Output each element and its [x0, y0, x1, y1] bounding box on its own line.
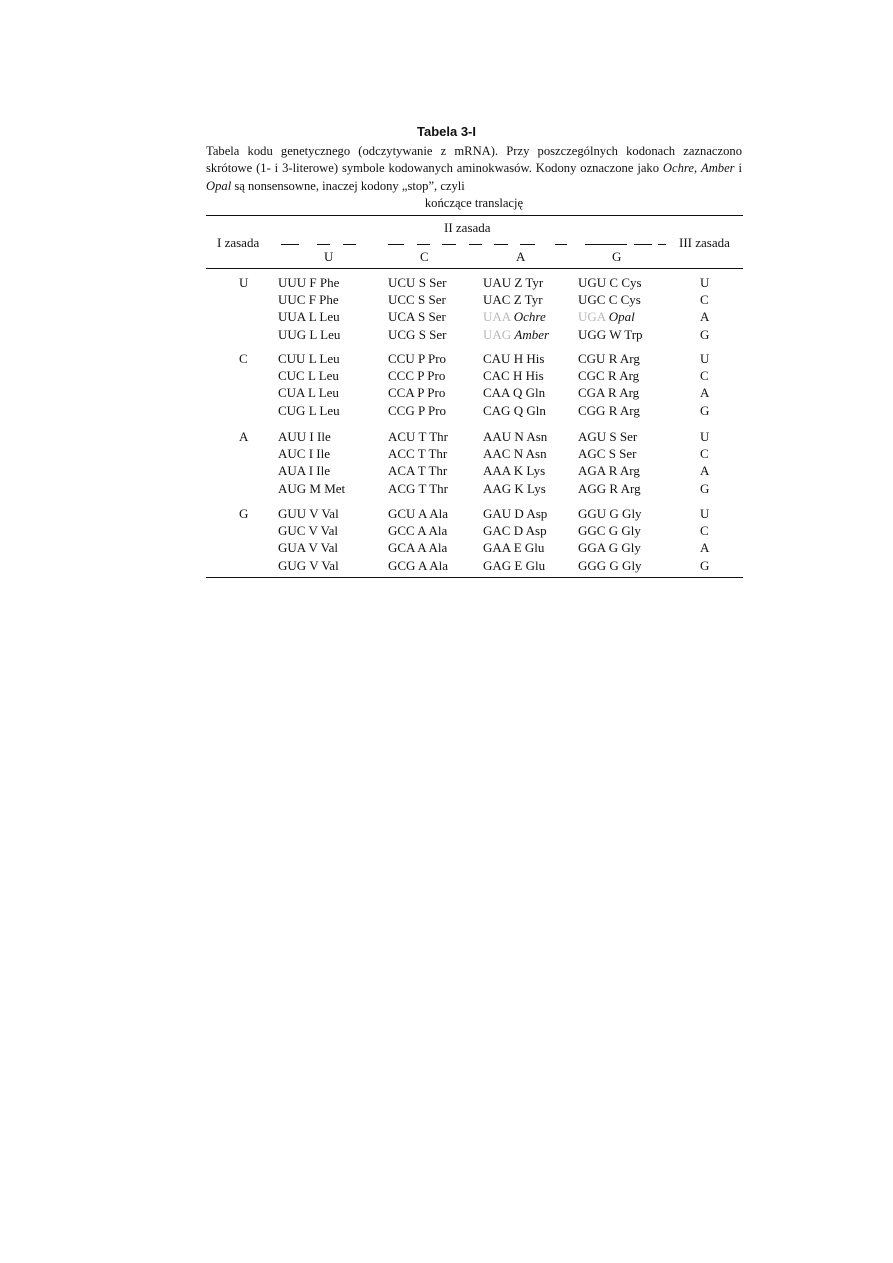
- second-base-u: U: [324, 249, 334, 264]
- stop-codon-name: Ochre: [513, 309, 546, 325]
- codon-cell: [483, 446, 547, 462]
- second-base-a: A: [516, 249, 526, 264]
- codon-cell: [278, 540, 338, 556]
- codon: UGU: [578, 275, 607, 290]
- second-base-divider: [442, 244, 456, 245]
- caption-sep: i: [734, 161, 742, 176]
- amino-acid: S Ser: [609, 429, 638, 444]
- codon-cell: [578, 368, 639, 384]
- second-base-g: G: [612, 249, 622, 264]
- first-base-u: U: [239, 275, 249, 290]
- codon: UAG: [483, 326, 512, 342]
- amino-acid: V Val: [308, 523, 338, 539]
- amino-acid: D Asp: [514, 506, 548, 521]
- codon-cell: [578, 523, 641, 539]
- codon: UCC: [388, 292, 415, 308]
- second-base-divider: [555, 244, 567, 245]
- amino-acid: C Cys: [609, 275, 642, 290]
- amino-acid: R Arg: [607, 385, 640, 401]
- codon-cell: [278, 446, 330, 462]
- codon: UAA: [483, 309, 511, 325]
- second-base-divider: [469, 244, 482, 245]
- codon: GUC: [278, 523, 306, 539]
- codon-cell: [388, 429, 448, 445]
- third-base: U: [700, 429, 710, 444]
- codon: GAC: [483, 523, 511, 539]
- codon: GAU: [483, 506, 512, 521]
- codon-cell: [483, 403, 546, 419]
- first-base-g: G: [239, 506, 249, 521]
- stop-codon-name: Opal: [608, 309, 635, 325]
- codon: CAC: [483, 368, 510, 384]
- codon: GGA: [578, 540, 606, 556]
- amino-acid: R Arg: [608, 351, 640, 366]
- codon: CUG: [278, 402, 306, 418]
- amino-acid: I Ile: [308, 463, 330, 479]
- caption-opal: Opal: [206, 178, 232, 193]
- second-base-header: II zasada: [444, 220, 491, 235]
- codon: CAA: [483, 385, 510, 401]
- codon-cell: [388, 481, 448, 497]
- third-base-header: III zasada: [679, 235, 730, 250]
- third-base: A: [700, 540, 710, 556]
- codon: AAU: [483, 429, 512, 444]
- amino-acid: T Thr: [418, 480, 448, 496]
- codon-cell: [278, 558, 339, 574]
- codon: ACG: [388, 480, 416, 496]
- codon-cell: [388, 403, 446, 419]
- codon-cell: [388, 540, 447, 556]
- codon: ACU: [388, 429, 416, 444]
- amino-acid: A Ala: [418, 557, 448, 573]
- amino-acid: S Ser: [417, 309, 446, 325]
- amino-acid: L Leu: [307, 368, 339, 384]
- amino-acid: A Ala: [417, 523, 448, 539]
- table-title: Tabela 3-I: [416, 124, 476, 139]
- codon-cell: [278, 292, 339, 308]
- codon: CUC: [278, 368, 305, 384]
- third-base: U: [700, 506, 710, 521]
- amino-acid: S Ser: [418, 275, 447, 290]
- codon: CGC: [578, 368, 605, 384]
- amino-acid: L Leu: [307, 385, 339, 401]
- codon: GAA: [483, 540, 511, 556]
- amino-acid: D Asp: [513, 523, 547, 539]
- codon-cell: [278, 327, 340, 343]
- codon-cell: [278, 481, 345, 497]
- third-base: C: [700, 446, 709, 462]
- codon-cell: [278, 523, 338, 539]
- second-base-divider: [417, 244, 430, 245]
- table-top-rule: [206, 215, 743, 216]
- amino-acid: L Leu: [308, 402, 340, 418]
- codon: AUU: [278, 429, 307, 444]
- table-bottom-rule: [206, 577, 743, 578]
- codon-cell: [388, 327, 447, 343]
- third-base: A: [700, 385, 710, 401]
- amino-acid: K Lys: [514, 480, 546, 496]
- codon: GCG: [388, 557, 416, 573]
- codon: ACC: [388, 446, 415, 462]
- codon: AAG: [483, 480, 512, 496]
- codon-cell: [483, 385, 545, 401]
- amino-acid: G Gly: [608, 523, 641, 539]
- codon: CAG: [483, 402, 511, 418]
- first-base-a: A: [239, 429, 249, 444]
- amino-acid: V Val: [309, 506, 339, 521]
- codon-cell: [483, 463, 545, 479]
- codon: CAU: [483, 351, 511, 366]
- second-base-divider: [281, 244, 299, 245]
- amino-acid: H His: [512, 368, 544, 384]
- codon-cell: [578, 463, 640, 479]
- codon: GGG: [578, 557, 607, 573]
- codon-cell: [578, 275, 642, 291]
- amino-acid: V Val: [308, 540, 338, 556]
- codon-cell: [578, 385, 639, 401]
- codon: CCC: [388, 368, 415, 384]
- amino-acid: L Leu: [308, 309, 340, 325]
- third-base: G: [700, 480, 710, 496]
- codon-cell: [388, 446, 447, 462]
- codon-cell: [388, 523, 447, 539]
- codon-cell: [578, 558, 642, 574]
- codon: GUU: [278, 506, 307, 521]
- amino-acid: H His: [513, 351, 545, 366]
- codon: AGG: [578, 480, 607, 496]
- amino-acid: F Phe: [309, 275, 340, 290]
- amino-acid: M Met: [309, 480, 346, 496]
- codon: GUG: [278, 557, 307, 573]
- amino-acid: S Ser: [418, 326, 447, 342]
- codon-cell: [578, 403, 640, 419]
- amino-acid: S Ser: [608, 446, 637, 462]
- codon: CGG: [578, 402, 606, 418]
- stop-codon-cell: [578, 309, 635, 325]
- codon: CUU: [278, 351, 306, 366]
- amino-acid: Q Gln: [513, 402, 546, 418]
- codon: UGC: [578, 292, 606, 308]
- codon-cell: [578, 481, 641, 497]
- third-base: C: [700, 523, 709, 539]
- codon-cell: [483, 292, 543, 308]
- codon-cell: [388, 506, 448, 522]
- amino-acid: R Arg: [608, 463, 640, 479]
- caption-text-end: są nonsensowne, inaczej kodony „stop”, czyli: [231, 178, 465, 193]
- third-base: U: [700, 351, 710, 366]
- third-base: G: [700, 402, 710, 418]
- codon-cell: [278, 463, 330, 479]
- second-base-divider: [343, 244, 356, 245]
- codon: AUG: [278, 480, 307, 496]
- codon: GGU: [578, 506, 607, 521]
- amino-acid: G Gly: [609, 557, 642, 573]
- codon-cell: [483, 523, 547, 539]
- amino-acid: T Thr: [418, 429, 448, 444]
- codon: UCU: [388, 275, 416, 290]
- second-base-divider: [634, 244, 652, 245]
- codon: GCA: [388, 540, 415, 556]
- amino-acid: T Thr: [417, 463, 448, 479]
- codon: AAA: [483, 463, 511, 479]
- codon-cell: [388, 292, 446, 308]
- amino-acid: W Trp: [609, 326, 643, 342]
- amino-acid: N Asn: [513, 446, 547, 462]
- codon-cell: [578, 446, 637, 462]
- amino-acid: G Gly: [608, 540, 641, 556]
- table-caption: [206, 143, 742, 212]
- codon: AUC: [278, 446, 306, 462]
- codon: UUC: [278, 292, 306, 308]
- codon: UCG: [388, 326, 416, 342]
- codon-cell: [278, 351, 340, 367]
- third-base: G: [700, 557, 710, 573]
- codon: GCC: [388, 523, 415, 539]
- codon: AGA: [578, 463, 606, 479]
- third-base: A: [700, 463, 710, 479]
- amino-acid: R Arg: [607, 368, 640, 384]
- codon: GCU: [388, 506, 416, 521]
- second-base-divider: [494, 244, 508, 245]
- third-base: C: [700, 368, 709, 384]
- amino-acid: V Val: [309, 557, 339, 573]
- codon: CGA: [578, 385, 605, 401]
- codon: UAU: [483, 275, 512, 290]
- codon-cell: [483, 368, 544, 384]
- codon-cell: [388, 368, 445, 384]
- amino-acid: S Ser: [417, 292, 446, 308]
- amino-acid: L Leu: [308, 351, 340, 366]
- codon-cell: [483, 506, 547, 522]
- amino-acid: P Pro: [417, 368, 446, 384]
- amino-acid: P Pro: [417, 351, 447, 366]
- amino-acid: E Glu: [514, 557, 546, 573]
- codon-cell: [388, 275, 447, 291]
- codon-cell: [578, 327, 643, 343]
- first-base-header: I zasada: [217, 235, 260, 250]
- codon: UUG: [278, 326, 307, 342]
- second-base-divider: [317, 244, 330, 245]
- third-base: A: [700, 309, 710, 325]
- codon-cell: [278, 506, 339, 522]
- codon: AGC: [578, 446, 606, 462]
- amino-acid: A Ala: [418, 506, 448, 521]
- codon-cell: [278, 275, 339, 291]
- amino-acid: P Pro: [417, 385, 446, 401]
- codon: GUA: [278, 540, 306, 556]
- codon: AAC: [483, 446, 511, 462]
- codon: AUA: [278, 463, 306, 479]
- codon-cell: [388, 309, 446, 325]
- header-bottom-rule: [206, 268, 743, 269]
- codon-cell: [278, 309, 340, 325]
- second-base-divider: [388, 244, 404, 245]
- caption-last-line: kończące translację: [424, 195, 524, 210]
- codon: UCA: [388, 309, 415, 325]
- codon-cell: [388, 385, 445, 401]
- amino-acid: E Glu: [513, 540, 545, 556]
- amino-acid: F Phe: [308, 292, 339, 308]
- amino-acid: T Thr: [417, 446, 448, 462]
- codon: UGA: [578, 309, 606, 325]
- codon-cell: [278, 403, 340, 419]
- codon-cell: [278, 385, 339, 401]
- codon: UUA: [278, 309, 306, 325]
- stop-codon-name: Amber: [514, 326, 550, 342]
- amino-acid: R Arg: [608, 402, 640, 418]
- second-base-divider: [520, 244, 535, 245]
- codon: UGG: [578, 326, 607, 342]
- codon-cell: [483, 275, 543, 291]
- caption-sep: ,: [693, 161, 701, 176]
- codon-cell: [278, 368, 339, 384]
- codon-cell: [388, 463, 447, 479]
- codon: GAG: [483, 557, 512, 573]
- codon: CCU: [388, 351, 415, 366]
- codon-cell: [578, 292, 641, 308]
- amino-acid: K Lys: [513, 463, 546, 479]
- caption-text: Tabela kodu genetycznego (odczytywanie z mRNA). Przy poszczególnych kodonach zaznaczono skrótowe (1- i 3-literowe) symbole kodowanych aminokwasów. Kodony oznaczone jako: [206, 144, 742, 176]
- codon: ACA: [388, 463, 415, 479]
- amino-acid: I Ile: [309, 429, 331, 444]
- first-base-c: C: [239, 351, 248, 366]
- third-base: U: [700, 275, 710, 290]
- codon-cell: [483, 429, 547, 445]
- codon-cell: [388, 351, 446, 367]
- codon-cell: [578, 540, 641, 556]
- amino-acid: P Pro: [417, 402, 447, 418]
- caption-ochre: Ochre: [662, 161, 694, 176]
- codon: CGU: [578, 351, 606, 366]
- codon-cell: [578, 506, 642, 522]
- codon-cell: [278, 429, 331, 445]
- codon-cell: [483, 351, 544, 367]
- codon: UAC: [483, 292, 511, 308]
- second-base-divider: [658, 244, 666, 245]
- codon: UUU: [278, 275, 307, 290]
- amino-acid: C Cys: [608, 292, 641, 308]
- codon: AGU: [578, 429, 607, 444]
- codon-cell: [483, 540, 544, 556]
- codon: CCG: [388, 402, 415, 418]
- caption-amber: Amber: [701, 161, 735, 176]
- codon: CCA: [388, 385, 415, 401]
- amino-acid: Z Tyr: [514, 275, 544, 290]
- amino-acid: I Ile: [308, 446, 330, 462]
- codon-cell: [483, 558, 545, 574]
- amino-acid: A Ala: [417, 540, 448, 556]
- stop-codon-cell: [483, 309, 546, 325]
- codon-cell: [483, 481, 546, 497]
- third-base: G: [700, 326, 710, 342]
- amino-acid: L Leu: [309, 326, 341, 342]
- amino-acid: N Asn: [514, 429, 548, 444]
- amino-acid: Q Gln: [512, 385, 546, 401]
- amino-acid: R Arg: [609, 480, 641, 496]
- codon: GGC: [578, 523, 606, 539]
- second-base-c: C: [420, 249, 429, 264]
- second-base-divider: [585, 244, 627, 245]
- codon-cell: [578, 429, 637, 445]
- codon-cell: [388, 558, 448, 574]
- amino-acid: Z Tyr: [513, 292, 543, 308]
- stop-codon-cell: [483, 327, 549, 343]
- codon-cell: [578, 351, 640, 367]
- third-base: C: [700, 292, 709, 308]
- codon: CUA: [278, 385, 305, 401]
- amino-acid: G Gly: [609, 506, 642, 521]
